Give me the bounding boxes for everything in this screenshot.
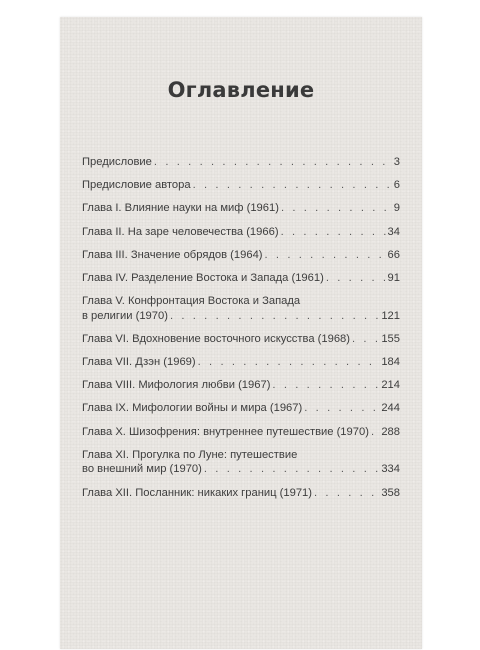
toc-entry-line [82,309,400,324]
toc-entry-title: Глава XII. Посланник: никаких границ (1971) [82,486,312,499]
dot-leader [265,248,386,263]
toc-entry-page-number: 214 [381,379,400,392]
toc-title: Оглавление [167,78,315,102]
toc-entry-line [82,378,400,393]
dot-leader [281,201,392,216]
toc-entry-title: Предисловие [82,156,152,168]
toc-entry-page-number: 34 [387,225,400,238]
toc-entry-line [82,401,400,416]
dot-leader [281,225,386,240]
toc-entry [82,225,400,240]
toc-entry [82,378,400,393]
toc-entry-title: Глава VIII. Мифология любви (1967) [82,379,271,392]
toc-entry-page-number: 155 [381,332,400,345]
toc-entry-title: Глава IX. Мифологии войны и мира (1967) [82,402,303,415]
toc-entry [82,294,400,323]
dot-leader [272,378,379,393]
toc-entry-title: Предисловие автора [82,179,191,192]
toc-entry-title-line1: Глава XI. Прогулка по Луне: путешествие [82,448,298,461]
toc-entry-line [82,201,400,216]
toc-entry-title: Глава I. Влияние науки на миф (1961) [82,202,279,215]
toc-entry-page-number: 244 [381,402,400,415]
toc-entry-line [82,486,400,501]
dot-leader [314,486,379,501]
toc-entry [82,486,400,501]
dot-leader [204,462,379,477]
toc-entry-line [82,332,400,347]
toc-entry-line [82,355,400,370]
dot-leader [198,355,380,370]
toc-entry-page-number: 288 [381,425,400,438]
toc-entry-title: Глава X. Шизофрения: внутреннее путешествие (1970) [82,425,369,438]
toc-entry [82,332,400,347]
toc-entry [82,355,400,370]
table-of-contents [82,155,400,509]
toc-entry [82,201,400,216]
toc-entry [82,401,400,416]
toc-entry-page-number: 66 [387,248,400,261]
toc-entry-page-number: 3 [393,156,400,168]
toc-entry-line [82,155,400,170]
toc-entry-title: Глава II. На заре человечества (1966) [82,225,279,238]
dot-leader [326,271,386,286]
toc-entry [82,425,400,440]
toc-entry-page-number: 91 [387,271,400,284]
toc-entry-title: во внешний мир (1970) [82,463,202,476]
toc-entry-page-number: 334 [381,463,400,476]
toc-entry-page-number: 184 [381,356,400,369]
toc-entry-page-number: 6 [393,179,400,192]
toc-entry [82,248,400,263]
toc-entry-page-number: 358 [381,486,400,499]
dot-leader [304,401,379,416]
toc-entry-line [82,225,400,240]
toc-entry-title: в религии (1970) [82,309,168,322]
toc-entry [82,271,400,286]
toc-entry [82,178,400,193]
toc-entry [82,448,400,477]
toc-entry-line [82,462,400,477]
toc-entry-line [82,271,400,286]
toc-entry-title-line1: Глава V. Конфронтация Востока и Запада [82,295,301,308]
toc-entry-title: Глава III. Значение обрядов (1964) [82,248,263,261]
toc-entry-title: Глава VII. Дзэн (1969) [82,356,196,369]
toc-entry-title: Глава IV. Разделение Востока и Запада (1961) [82,271,324,284]
dot-leader [193,178,392,193]
dot-leader [154,155,392,170]
dot-leader [352,332,379,347]
book-page [60,17,422,649]
dot-leader [371,425,379,440]
toc-entry-title: Глава VI. Вдохновение восточного искусства (1968) [82,332,350,345]
toc-entry-line [82,425,400,440]
toc-entry-line [82,178,400,193]
toc-entry-page-number: 121 [381,309,400,322]
toc-entry-page-number: 9 [393,202,400,215]
dot-leader [170,309,379,324]
toc-entry-line [82,248,400,263]
toc-entry [82,155,400,170]
